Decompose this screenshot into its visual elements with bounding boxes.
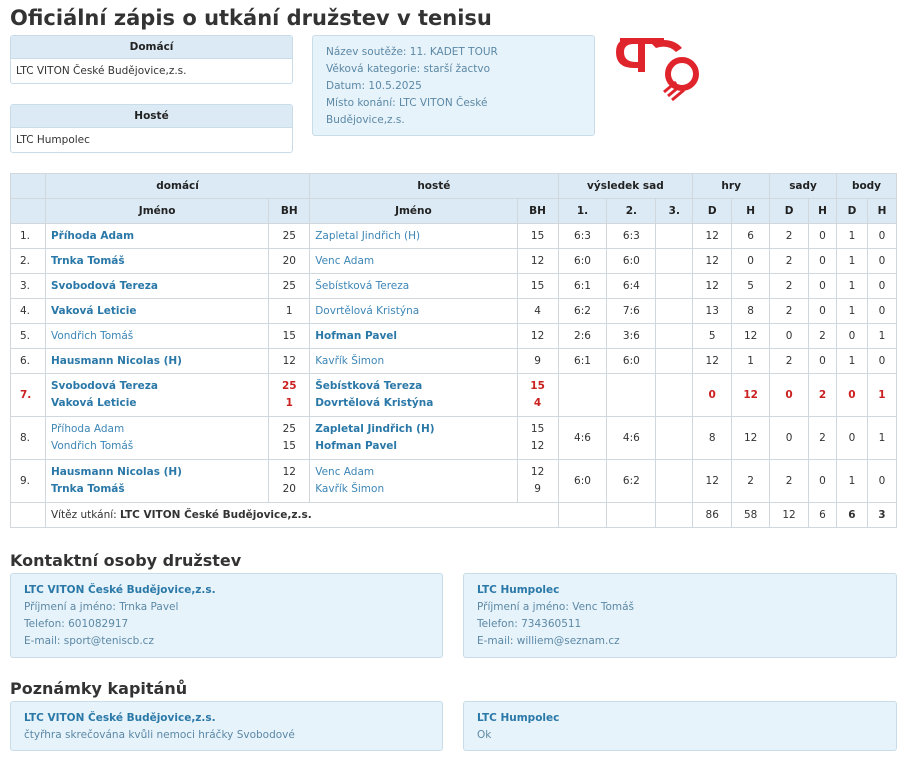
games-d: 12: [693, 460, 732, 503]
sets-h: 2: [809, 324, 837, 349]
guest-contact-box: [463, 573, 897, 658]
subheader-games-h: H: [732, 199, 770, 224]
player-link[interactable]: Trnka Tomáš: [50, 483, 125, 495]
guest-bh: 12: [517, 249, 558, 274]
home-player[interactable]: [45, 224, 268, 249]
header-home: domácí: [45, 174, 309, 199]
row-index: 6.: [11, 349, 46, 374]
totals-set3: [656, 503, 693, 528]
guest-bh-1: 15: [530, 380, 545, 392]
guest-team-label: Hosté: [11, 105, 292, 128]
sets-d: 0: [770, 374, 809, 417]
set3-score: [656, 224, 693, 249]
home-player[interactable]: [45, 274, 268, 299]
row-index: 8.: [11, 417, 46, 460]
home-bh-1: 25: [281, 380, 297, 392]
subheader-guest-name: Jméno: [310, 199, 517, 224]
row-index: 4.: [11, 299, 46, 324]
guest-note-team: LTC Humpolec: [477, 712, 560, 724]
points-h: 0: [867, 460, 896, 503]
sets-h: 2: [809, 417, 837, 460]
set2-score: [607, 374, 656, 417]
points-h: 1: [867, 417, 896, 460]
home-bh: 12: [269, 349, 310, 374]
table-row: [11, 274, 897, 299]
home-player[interactable]: [45, 249, 268, 274]
home-bh-1: 12: [282, 466, 296, 478]
totals-set1: [558, 503, 607, 528]
table-row: [11, 349, 897, 374]
player-link[interactable]: Hausmann Nicolas (H): [50, 355, 182, 367]
subheader-guest-bh: BH: [517, 199, 558, 224]
home-contact-team: LTC VITON České Budějovice,z.s.: [24, 584, 216, 596]
home-player[interactable]: [45, 349, 268, 374]
home-bh-1: 25: [282, 423, 296, 435]
guest-note-box: [463, 701, 897, 751]
set2-score: 6:0: [607, 349, 656, 374]
total-sets-h: 6: [809, 503, 837, 528]
points-h: 0: [867, 249, 896, 274]
player-link[interactable]: Šebístková Tereza: [315, 280, 410, 292]
player-link[interactable]: Zapletal Jindřich (H): [315, 230, 421, 242]
points-d: 0: [836, 324, 867, 349]
subheader-sets-h: H: [809, 199, 837, 224]
games-d: 12: [693, 349, 732, 374]
table-row-doubles: [11, 374, 897, 417]
guest-player[interactable]: [310, 299, 517, 324]
set1-score: 2:6: [558, 324, 607, 349]
home-team-label: Domácí: [11, 36, 292, 59]
sets-d: 2: [770, 460, 809, 503]
points-d: 1: [836, 224, 867, 249]
guest-team-box: [10, 104, 293, 153]
sets-d: 0: [770, 324, 809, 349]
total-games-h: 58: [732, 503, 770, 528]
games-d: 12: [693, 274, 732, 299]
guest-bh-1: 12: [530, 466, 545, 478]
home-bh: [269, 460, 310, 503]
guest-team-name: LTC Humpolec: [16, 134, 90, 146]
set2-score: 6:3: [607, 224, 656, 249]
winner-label: Vítěz utkání:: [50, 509, 117, 521]
games-d: 8: [693, 417, 732, 460]
header-sets: sady: [770, 174, 837, 199]
guest-bh: [517, 374, 558, 417]
games-h: 6: [732, 224, 770, 249]
subheader-set2: 2.: [607, 199, 656, 224]
player-link[interactable]: Hofman Pavel: [315, 440, 398, 452]
games-h: 0: [732, 249, 770, 274]
points-h: 0: [867, 224, 896, 249]
player-link[interactable]: Dovrtělová Kristýna: [315, 305, 420, 317]
guest-contact-phone: Telefon: 734360511: [477, 618, 582, 630]
guest-pair[interactable]: [310, 374, 517, 417]
player-link[interactable]: Hofman Pavel: [315, 330, 398, 342]
subheader-games-d: D: [693, 199, 732, 224]
sets-h: 0: [809, 349, 837, 374]
guest-contact-team: LTC Humpolec: [477, 584, 560, 596]
points-d: 0: [836, 417, 867, 460]
games-h: 12: [732, 324, 770, 349]
subheader-points-d: D: [836, 199, 867, 224]
points-d: 1: [836, 349, 867, 374]
venue-line-2: Budějovice,z.s.: [326, 114, 405, 126]
home-bh-2: 1: [285, 397, 293, 409]
sets-d: 2: [770, 224, 809, 249]
set1-score: 6:0: [558, 460, 607, 503]
set3-score: [656, 349, 693, 374]
header-points: body: [836, 174, 896, 199]
header-games: hry: [693, 174, 770, 199]
row-index: 3.: [11, 274, 46, 299]
table-row: [11, 299, 897, 324]
player-link[interactable]: Venc Adam: [315, 255, 375, 267]
player-link[interactable]: Šebístková Tereza: [315, 380, 423, 392]
home-note-box: [10, 701, 443, 751]
home-pair[interactable]: [45, 460, 268, 503]
games-h: 2: [732, 460, 770, 503]
points-d: 1: [836, 249, 867, 274]
age-category: Věková kategorie: starší žactvo: [326, 63, 491, 75]
player-link[interactable]: Vondřich Tomáš: [50, 330, 134, 342]
home-contact-box: [10, 573, 443, 658]
table-row-doubles: [11, 460, 897, 503]
match-results-table: [10, 173, 897, 528]
guest-bh-2: 12: [530, 440, 545, 452]
home-team-name: LTC VITON České Budějovice,z.s.: [16, 65, 187, 77]
home-pair[interactable]: [45, 374, 268, 417]
subheader-points-h: H: [867, 199, 896, 224]
winner-team: LTC VITON České Budějovice,z.s.: [120, 509, 312, 521]
notes-heading: Poznámky kapitánů: [10, 679, 188, 698]
guest-player[interactable]: [310, 349, 517, 374]
sets-d: 2: [770, 274, 809, 299]
header-blank: [11, 174, 46, 199]
points-d: 1: [836, 274, 867, 299]
points-d: 0: [836, 374, 867, 417]
match-info-box: [312, 35, 595, 136]
subheader-set3: 3.: [656, 199, 693, 224]
games-d: 0: [693, 374, 732, 417]
set1-score: [558, 374, 607, 417]
games-d: 12: [693, 224, 732, 249]
table-row: [11, 324, 897, 349]
guest-contact-name: Příjmení a jméno: Venc Tomáš: [477, 601, 635, 613]
player-link[interactable]: Příhoda Adam: [50, 230, 135, 242]
home-player[interactable]: [45, 324, 268, 349]
home-team-box: [10, 35, 293, 84]
header-set-results: výsledek sad: [558, 174, 693, 199]
row-index: 9.: [11, 460, 46, 503]
set3-score: [656, 324, 693, 349]
set1-score: 6:2: [558, 299, 607, 324]
row-index: 7.: [11, 374, 46, 417]
subheader-home-name: Jméno: [45, 199, 268, 224]
games-h: 8: [732, 299, 770, 324]
sets-h: 0: [809, 224, 837, 249]
home-contact-name: Příjmení a jméno: Trnka Pavel: [24, 601, 179, 613]
games-h: 12: [732, 417, 770, 460]
guest-bh-2: 9: [534, 483, 541, 495]
home-bh-2: 20: [282, 483, 296, 495]
player-link[interactable]: Vaková Leticie: [50, 397, 137, 409]
home-player[interactable]: [45, 299, 268, 324]
home-bh: 25: [269, 274, 310, 299]
guest-bh: 4: [517, 299, 558, 324]
set3-score: [656, 417, 693, 460]
set2-score: 6:4: [607, 274, 656, 299]
guest-bh: 15: [517, 224, 558, 249]
set2-score: 4:6: [607, 417, 656, 460]
row-index: 5.: [11, 324, 46, 349]
club-logo: [612, 30, 704, 106]
sets-d: 2: [770, 299, 809, 324]
home-note-team: LTC VITON České Budějovice,z.s.: [24, 712, 216, 724]
guest-bh-2: 4: [533, 397, 542, 409]
guest-bh: [517, 460, 558, 503]
set1-score: 6:3: [558, 224, 607, 249]
set3-score: [656, 299, 693, 324]
points-d: 1: [836, 299, 867, 324]
set1-score: 6:0: [558, 249, 607, 274]
points-h: 1: [867, 374, 896, 417]
sets-d: 2: [770, 249, 809, 274]
points-d: 1: [836, 460, 867, 503]
header-guest: hosté: [310, 174, 558, 199]
match-winner: [45, 503, 558, 528]
player-link[interactable]: Příhoda Adam: [50, 423, 125, 435]
points-h: 0: [867, 349, 896, 374]
total-sets-d: 12: [770, 503, 809, 528]
set3-score: [656, 374, 693, 417]
total-points-d: 6: [836, 503, 867, 528]
row-index: 2.: [11, 249, 46, 274]
guest-player[interactable]: [310, 249, 517, 274]
player-link[interactable]: Svobodová Tereza: [50, 380, 159, 392]
sets-h: 2: [809, 374, 837, 417]
sets-h: 0: [809, 274, 837, 299]
subheader-set1: 1.: [558, 199, 607, 224]
guest-bh: 15: [517, 274, 558, 299]
home-bh-2: 15: [282, 440, 296, 452]
home-bh: 20: [269, 249, 310, 274]
totals-row: [11, 503, 897, 528]
player-link[interactable]: Kavřík Šimon: [315, 355, 385, 367]
sets-h: 0: [809, 460, 837, 503]
games-h: 1: [732, 349, 770, 374]
guest-player[interactable]: [310, 224, 517, 249]
home-contact-phone: Telefon: 601082917: [24, 618, 129, 630]
table-row: [11, 249, 897, 274]
player-link[interactable]: Trnka Tomáš: [50, 255, 125, 267]
total-points-h: 3: [867, 503, 896, 528]
table-row-doubles: [11, 417, 897, 460]
match-date: Datum: 10.5.2025: [326, 80, 422, 92]
player-link[interactable]: Dovrtělová Kristýna: [315, 397, 434, 409]
sets-h: 0: [809, 299, 837, 324]
guest-bh: [517, 417, 558, 460]
player-link[interactable]: Venc Adam: [315, 466, 375, 478]
set2-score: 6:2: [607, 460, 656, 503]
player-link[interactable]: Hausmann Nicolas (H): [50, 466, 182, 478]
set1-score: 6:1: [558, 349, 607, 374]
guest-player[interactable]: [310, 324, 517, 349]
set2-score: 3:6: [607, 324, 656, 349]
player-link[interactable]: Zapletal Jindřich (H): [315, 423, 435, 435]
home-bh: [269, 374, 310, 417]
set3-score: [656, 460, 693, 503]
set1-score: 4:6: [558, 417, 607, 460]
games-h: 12: [732, 374, 770, 417]
guest-contact-email: E-mail: williem@seznam.cz: [477, 635, 620, 647]
games-d: 12: [693, 249, 732, 274]
set1-score: 6:1: [558, 274, 607, 299]
subheader-blank: [11, 199, 46, 224]
subheader-sets-d: D: [770, 199, 809, 224]
sets-d: 0: [770, 417, 809, 460]
player-link[interactable]: Vaková Leticie: [50, 305, 137, 317]
competition-name: Název soutěže: 11. KADET TOUR: [326, 46, 498, 58]
points-h: 1: [867, 324, 896, 349]
set2-score: 6:0: [607, 249, 656, 274]
contacts-heading: Kontaktní osoby družstev: [10, 551, 242, 570]
guest-bh-1: 15: [530, 423, 545, 435]
row-index: 1.: [11, 224, 46, 249]
totals-blank: [11, 503, 46, 528]
sets-d: 2: [770, 349, 809, 374]
guest-note-text: Ok: [477, 729, 492, 741]
set2-score: 7:6: [607, 299, 656, 324]
games-d: 5: [693, 324, 732, 349]
guest-pair[interactable]: [310, 417, 517, 460]
points-h: 0: [867, 299, 896, 324]
table-row: [11, 224, 897, 249]
home-bh: [269, 417, 310, 460]
subheader-home-bh: BH: [269, 199, 310, 224]
home-bh: 1: [269, 299, 310, 324]
guest-pair[interactable]: [310, 460, 517, 503]
set3-score: [656, 249, 693, 274]
guest-bh: 12: [517, 324, 558, 349]
home-pair[interactable]: [45, 417, 268, 460]
totals-set2: [607, 503, 656, 528]
total-games-d: 86: [693, 503, 732, 528]
games-h: 5: [732, 274, 770, 299]
guest-bh: 9: [517, 349, 558, 374]
player-link[interactable]: Vondřich Tomáš: [50, 440, 134, 452]
player-link[interactable]: Kavřík Šimon: [315, 483, 385, 495]
home-bh: 25: [269, 224, 310, 249]
points-h: 0: [867, 274, 896, 299]
venue-line-1: Místo konání: LTC VITON České: [326, 97, 488, 109]
games-d: 13: [693, 299, 732, 324]
home-note-text: čtyřhra skrečována kvůli nemoci hráčky Svobodové: [24, 729, 295, 741]
page-title: Oficiální zápis o utkání družstev v tenisu: [10, 6, 492, 30]
home-contact-email: E-mail: sport@teniscb.cz: [24, 635, 154, 647]
guest-player[interactable]: [310, 274, 517, 299]
sets-h: 0: [809, 249, 837, 274]
home-bh: 15: [269, 324, 310, 349]
set3-score: [656, 274, 693, 299]
player-link[interactable]: Svobodová Tereza: [50, 280, 159, 292]
